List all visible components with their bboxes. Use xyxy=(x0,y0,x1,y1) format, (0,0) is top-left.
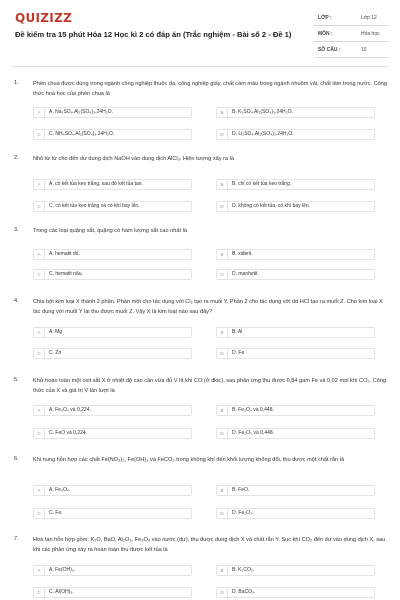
option-letter: B xyxy=(217,180,228,189)
option-letter: A xyxy=(34,328,45,337)
option-letter: C xyxy=(34,130,45,139)
option-b[interactable] xyxy=(216,179,375,190)
option-c[interactable] xyxy=(33,129,192,140)
option-text: B. K₂CO₃. xyxy=(232,567,255,573)
meta-row-class xyxy=(314,12,389,24)
option-d[interactable] xyxy=(216,129,375,140)
option-text: D. Fe₂O₃. xyxy=(232,510,254,516)
question-text: Nhỏ từ từ cho đến dư dung dịch NaOH vào dung dịch AlCl₃. Hiện tượng xảy ra là xyxy=(33,156,234,162)
option-letter: D xyxy=(217,509,228,518)
option-a[interactable] xyxy=(33,107,192,118)
option-text: D. BaCO₃. xyxy=(232,589,256,595)
option-letter: B xyxy=(217,250,228,259)
option-text: A. có kết tủa keo trắng, sau đó kết tủa tan. xyxy=(49,181,143,187)
option-text: D. Fe xyxy=(232,350,245,356)
meta-label: MÔN : xyxy=(318,31,333,37)
option-text: B. K₂SO₄.Al₂(SO₄)₃.24H₂O. xyxy=(232,109,293,115)
option-text: D. manhetit. xyxy=(232,271,259,277)
option-d[interactable] xyxy=(216,269,375,280)
option-c[interactable] xyxy=(33,587,192,598)
option-text: C. NH₄SO₄.Al₂(SO₄)₃.24H₂O. xyxy=(49,131,115,137)
option-text: A. hematit đỏ. xyxy=(49,251,80,257)
option-letter: C xyxy=(34,349,45,358)
option-text: D. Fe₂O₃ và 0,448. xyxy=(232,430,275,436)
option-letter: C xyxy=(34,270,45,279)
question-number: 5. xyxy=(14,377,19,383)
option-d[interactable] xyxy=(216,508,375,519)
meta-divider xyxy=(314,57,389,58)
option-text: A. Fe₃O₄ và 0,224. xyxy=(49,407,91,413)
option-letter: D xyxy=(217,130,228,139)
option-b[interactable] xyxy=(216,327,375,338)
option-text: C. có kết tủa keo trắng và có khí bay lên. xyxy=(49,203,140,209)
option-text: A. Fe₃O₄. xyxy=(49,487,71,493)
option-b[interactable] xyxy=(216,405,375,416)
option-letter: D xyxy=(217,349,228,358)
option-text: C. Fe. xyxy=(49,510,63,516)
meta-label: SỐ CÂU : xyxy=(318,47,341,53)
option-text: C. Zn xyxy=(49,350,62,356)
option-c[interactable] xyxy=(33,269,192,280)
question-text: Hoà tan hỗn hợp gồm: K₂O, BaO, Al₂O₃, Fe₃O₄ vào nước (dư), thu được dung dịch X và chất rắn Y. Sục khí CO₂ đến dư vào dung dịch X, sau khi các phản ứng xảy ra hoàn toàn thu được kết tủa là xyxy=(33,537,386,553)
option-text: A. Mg xyxy=(49,329,63,335)
option-letter: A xyxy=(34,180,45,189)
option-text: A. Fe(OH)₃. xyxy=(49,567,76,573)
option-text: B. FeO. xyxy=(232,487,250,493)
meta-row-subject xyxy=(314,28,389,40)
option-b[interactable] xyxy=(216,485,375,496)
worksheet-header xyxy=(0,0,400,66)
option-b[interactable] xyxy=(216,565,375,576)
option-letter: C xyxy=(34,588,45,597)
option-letter: A xyxy=(34,566,45,575)
option-letter: C xyxy=(34,202,45,211)
option-d[interactable] xyxy=(216,587,375,598)
question-text: Khử hoàn toàn một oxit sắt X ở nhiệt độ cao cần vừa đủ V lít khí CO (ở đktc), sau phản ứng thu được 0,84 gam Fe và 0,02 mol khí CO₂. Công thức của X và giá trị V lần lượt là xyxy=(33,378,387,394)
option-letter: A xyxy=(34,406,45,415)
header-divider xyxy=(12,66,388,67)
option-c[interactable] xyxy=(33,201,192,212)
question-number: 2. xyxy=(14,155,19,161)
option-letter: B xyxy=(217,486,228,495)
question-number: 6. xyxy=(14,456,19,462)
option-letter: D xyxy=(217,202,228,211)
question-number: 3. xyxy=(14,227,19,233)
option-text: D. Li₂SO₄.Al₂(SO₄)₃.24H₂O. xyxy=(232,131,294,137)
option-d[interactable] xyxy=(216,201,375,212)
option-b[interactable] xyxy=(216,249,375,260)
question-text: Phèn chua được dùng trong ngành công nghiệp thuộc da, công nghiệp giấy, chất cầm màu trong ngành nhuộm vải, chất làm trong nước. Công thức hoá học của phèn chua là xyxy=(33,81,387,97)
option-text: B. Fe₃O₄ và 0,448. xyxy=(232,407,274,413)
meta-divider xyxy=(314,25,389,26)
question-text: Khi nung hỗn hợp các chất Fe(NO₃)₂, Fe(OH)₃ và FeCO₃ trong không khí đến khối lượng không đổi, thu được một chất rắn là xyxy=(33,457,345,463)
option-letter: A xyxy=(34,250,45,259)
option-text: C. Al(OH)₃. xyxy=(49,589,74,595)
option-letter: B xyxy=(217,566,228,575)
meta-label: LỚP : xyxy=(318,15,332,21)
option-text: D. không có kết tủa, có khí bay lên. xyxy=(232,203,311,209)
option-a[interactable] xyxy=(33,249,192,260)
option-text: C. FeO và 0,224. xyxy=(49,430,88,436)
question-number: 7. xyxy=(14,536,19,542)
meta-value: Lớp 12 xyxy=(361,15,377,21)
option-b[interactable] xyxy=(216,107,375,118)
option-letter: B xyxy=(217,328,228,337)
option-letter: A xyxy=(34,486,45,495)
option-letter: B xyxy=(217,108,228,117)
option-a[interactable] xyxy=(33,565,192,576)
meta-value: Hóa học xyxy=(361,31,380,37)
option-a[interactable] xyxy=(33,179,192,190)
option-a[interactable] xyxy=(33,405,192,416)
question-number: 4. xyxy=(14,298,19,304)
meta-divider xyxy=(314,41,389,42)
option-d[interactable] xyxy=(216,428,375,439)
option-d[interactable] xyxy=(216,348,375,359)
meta-row-count xyxy=(314,44,389,56)
meta-value: 10 xyxy=(361,47,367,53)
option-text: A. Na₂SO₄.Al₂(SO₄)₃.24H₂O. xyxy=(49,109,113,115)
option-text: B. Al xyxy=(232,329,243,335)
option-text: B. xiđerit. xyxy=(232,251,253,257)
worksheet-title: Đề kiểm tra 15 phút Hóa 12 Học kì 2 có đáp án (Trắc nghiệm - Bài số 2 - Đề 1) xyxy=(15,30,292,39)
option-letter: D xyxy=(217,588,228,597)
option-c[interactable] xyxy=(33,428,192,439)
option-letter: B xyxy=(217,406,228,415)
question-number: 1. xyxy=(14,80,19,86)
option-a[interactable] xyxy=(33,485,192,496)
option-letter: C xyxy=(34,509,45,518)
option-letter: D xyxy=(217,429,228,438)
option-letter: A xyxy=(34,108,45,117)
option-text: C. hematit nâu. xyxy=(49,271,83,277)
option-a[interactable] xyxy=(33,327,192,338)
option-c[interactable] xyxy=(33,348,192,359)
option-c[interactable] xyxy=(33,508,192,519)
question-text: Trong các loại quặng sắt, quặng có hàm lượng sắt cao nhất là xyxy=(33,228,187,234)
option-letter: D xyxy=(217,270,228,279)
option-text: B. chỉ có kết tủa keo trắng. xyxy=(232,181,292,187)
question-text: Chia bột kim loại X thành 2 phần. Phần một cho tác dụng với Cl₂ tạo ra muối Y. Phần 2 cho tác dụng với dd HCl tạo ra muối Z. Cho kim loại X tác dụng với muối Y lại thu được muối Z. Vậy X là kim loại nào sau đây? xyxy=(33,299,383,315)
option-letter: C xyxy=(34,429,45,438)
quizizz-logo: QUIZIZZ xyxy=(15,11,73,25)
